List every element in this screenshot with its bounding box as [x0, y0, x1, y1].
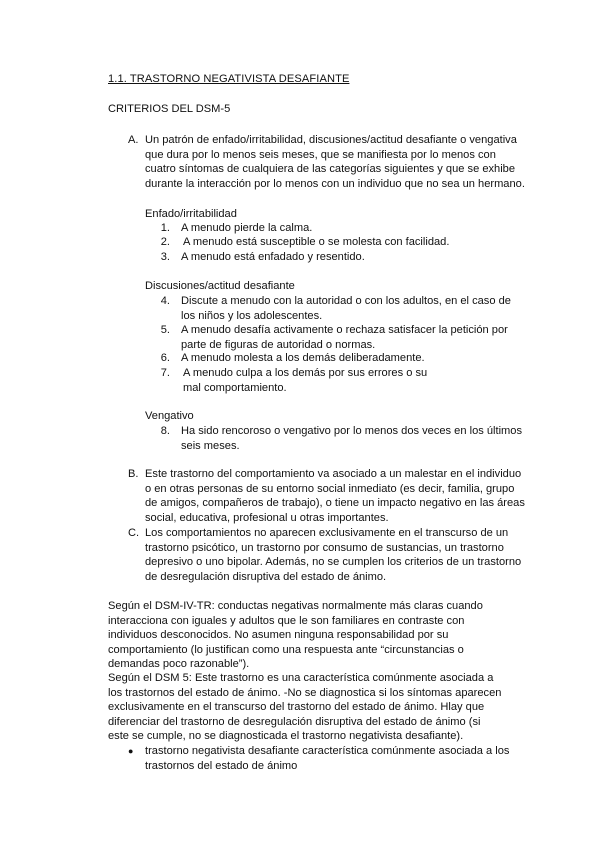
list-item: A menudo molesta a los demás deliberadamente. — [181, 352, 425, 364]
list-item: Ha sido rencoroso o vengativo por lo menos dos veces en los últimos seis meses. — [181, 425, 523, 452]
item-number: 8. — [160, 425, 170, 437]
bullet-icon: ● — [128, 746, 134, 756]
item-number: 5. — [160, 324, 170, 336]
item-number: 7. — [160, 367, 170, 379]
item-number: 4. — [160, 295, 170, 307]
list-item: A menudo desafía activamente o rechaza satisfacer la petición por parte de figuras de autoridad o normas. — [181, 324, 508, 351]
dsm5-paragraph: Según el DSM 5: Este trastorno es una característica comúnmente asociada a los trastornos del estado de ánimo. -No se diagnostica si los síntomas aparecen exclusivamente en el transcurso del trastorno del estado de ánimo. Hlay que diferenciar del trastorno de desregulación disruptiva del estado de ánimo (si este se cumple, no se diagnosticada el trastorno negativista desafiante). — [108, 672, 502, 742]
page-title: 1.1. TRASTORNO NEGATIVISTA DESAFIANTE — [108, 73, 350, 85]
list-item: A menudo está enfadado y resentido. — [181, 251, 365, 263]
criterion-text: Un patrón de enfado/irritabilidad, discusiones/actitud desafiante o vengativa que dura por lo menos seis meses, que se manifiesta por lo menos con cuatro síntomas de cualquiera de las categorías siguientes y que se exhibe durante la interacción por lo menos con un individuo que no sea un hermano. — [145, 134, 525, 190]
criterion-letter: C. — [128, 527, 140, 539]
criterion-text: Este trastorno del comportamiento va asociado a un malestar en el individuo o en otras personas de su entorno social inmediato (es decir, familia, grupo de amigos, compañeros de trabajo), o tiene un impacto negativo en las áreas social, educativa, profesional u otras importantes. — [145, 468, 525, 524]
group-title: Vengativo — [145, 410, 194, 422]
item-number: 1. — [160, 222, 170, 234]
list-item: Discute a menudo con la autoridad o con los adultos, en el caso de los niños y los adolescentes. — [181, 295, 511, 322]
criterion-text: Los comportamientos no aparecen exclusivamente en el transcurso de un trastorno psicótico, un trastorno por consumo de sustancias, un trastorno depresivo o uno bipolar. Además, no se cumplen los criterios de un trastorno de desregulación disruptiva del estado de ánimo. — [145, 527, 522, 583]
item-number: 2. — [160, 236, 170, 248]
list-item: A menudo pierde la calma. — [181, 222, 313, 234]
list-item: A menudo está susceptible o se molesta con facilidad. — [183, 236, 450, 248]
criteria-heading: CRITERIOS DEL DSM-5 — [108, 103, 231, 115]
list-item: A menudo culpa a los demás por sus errores o su mal comportamiento. — [183, 367, 428, 394]
item-number: 3. — [160, 251, 170, 263]
item-number: 6. — [160, 352, 170, 364]
criterion-letter: B. — [128, 468, 139, 480]
list-item: trastorno negativista desafiante característica comúnmente asociada a los trastornos del estado de ánimo — [145, 745, 510, 772]
criterion-letter: A. — [128, 134, 139, 146]
group-title: Discusiones/actitud desafiante — [145, 280, 295, 292]
dsm4-paragraph: Según el DSM-IV-TR: conductas negativas normalmente más claras cuando interacciona con iguales y adultos que le son familiares en contraste con individuos desconocidos. No asumen ninguna responsabilidad por su comportamiento (lo justifican como una respuesta ante “circunstancias o demandas poco razonable”). — [108, 600, 483, 670]
group-title: Enfado/irritabilidad — [145, 208, 237, 220]
